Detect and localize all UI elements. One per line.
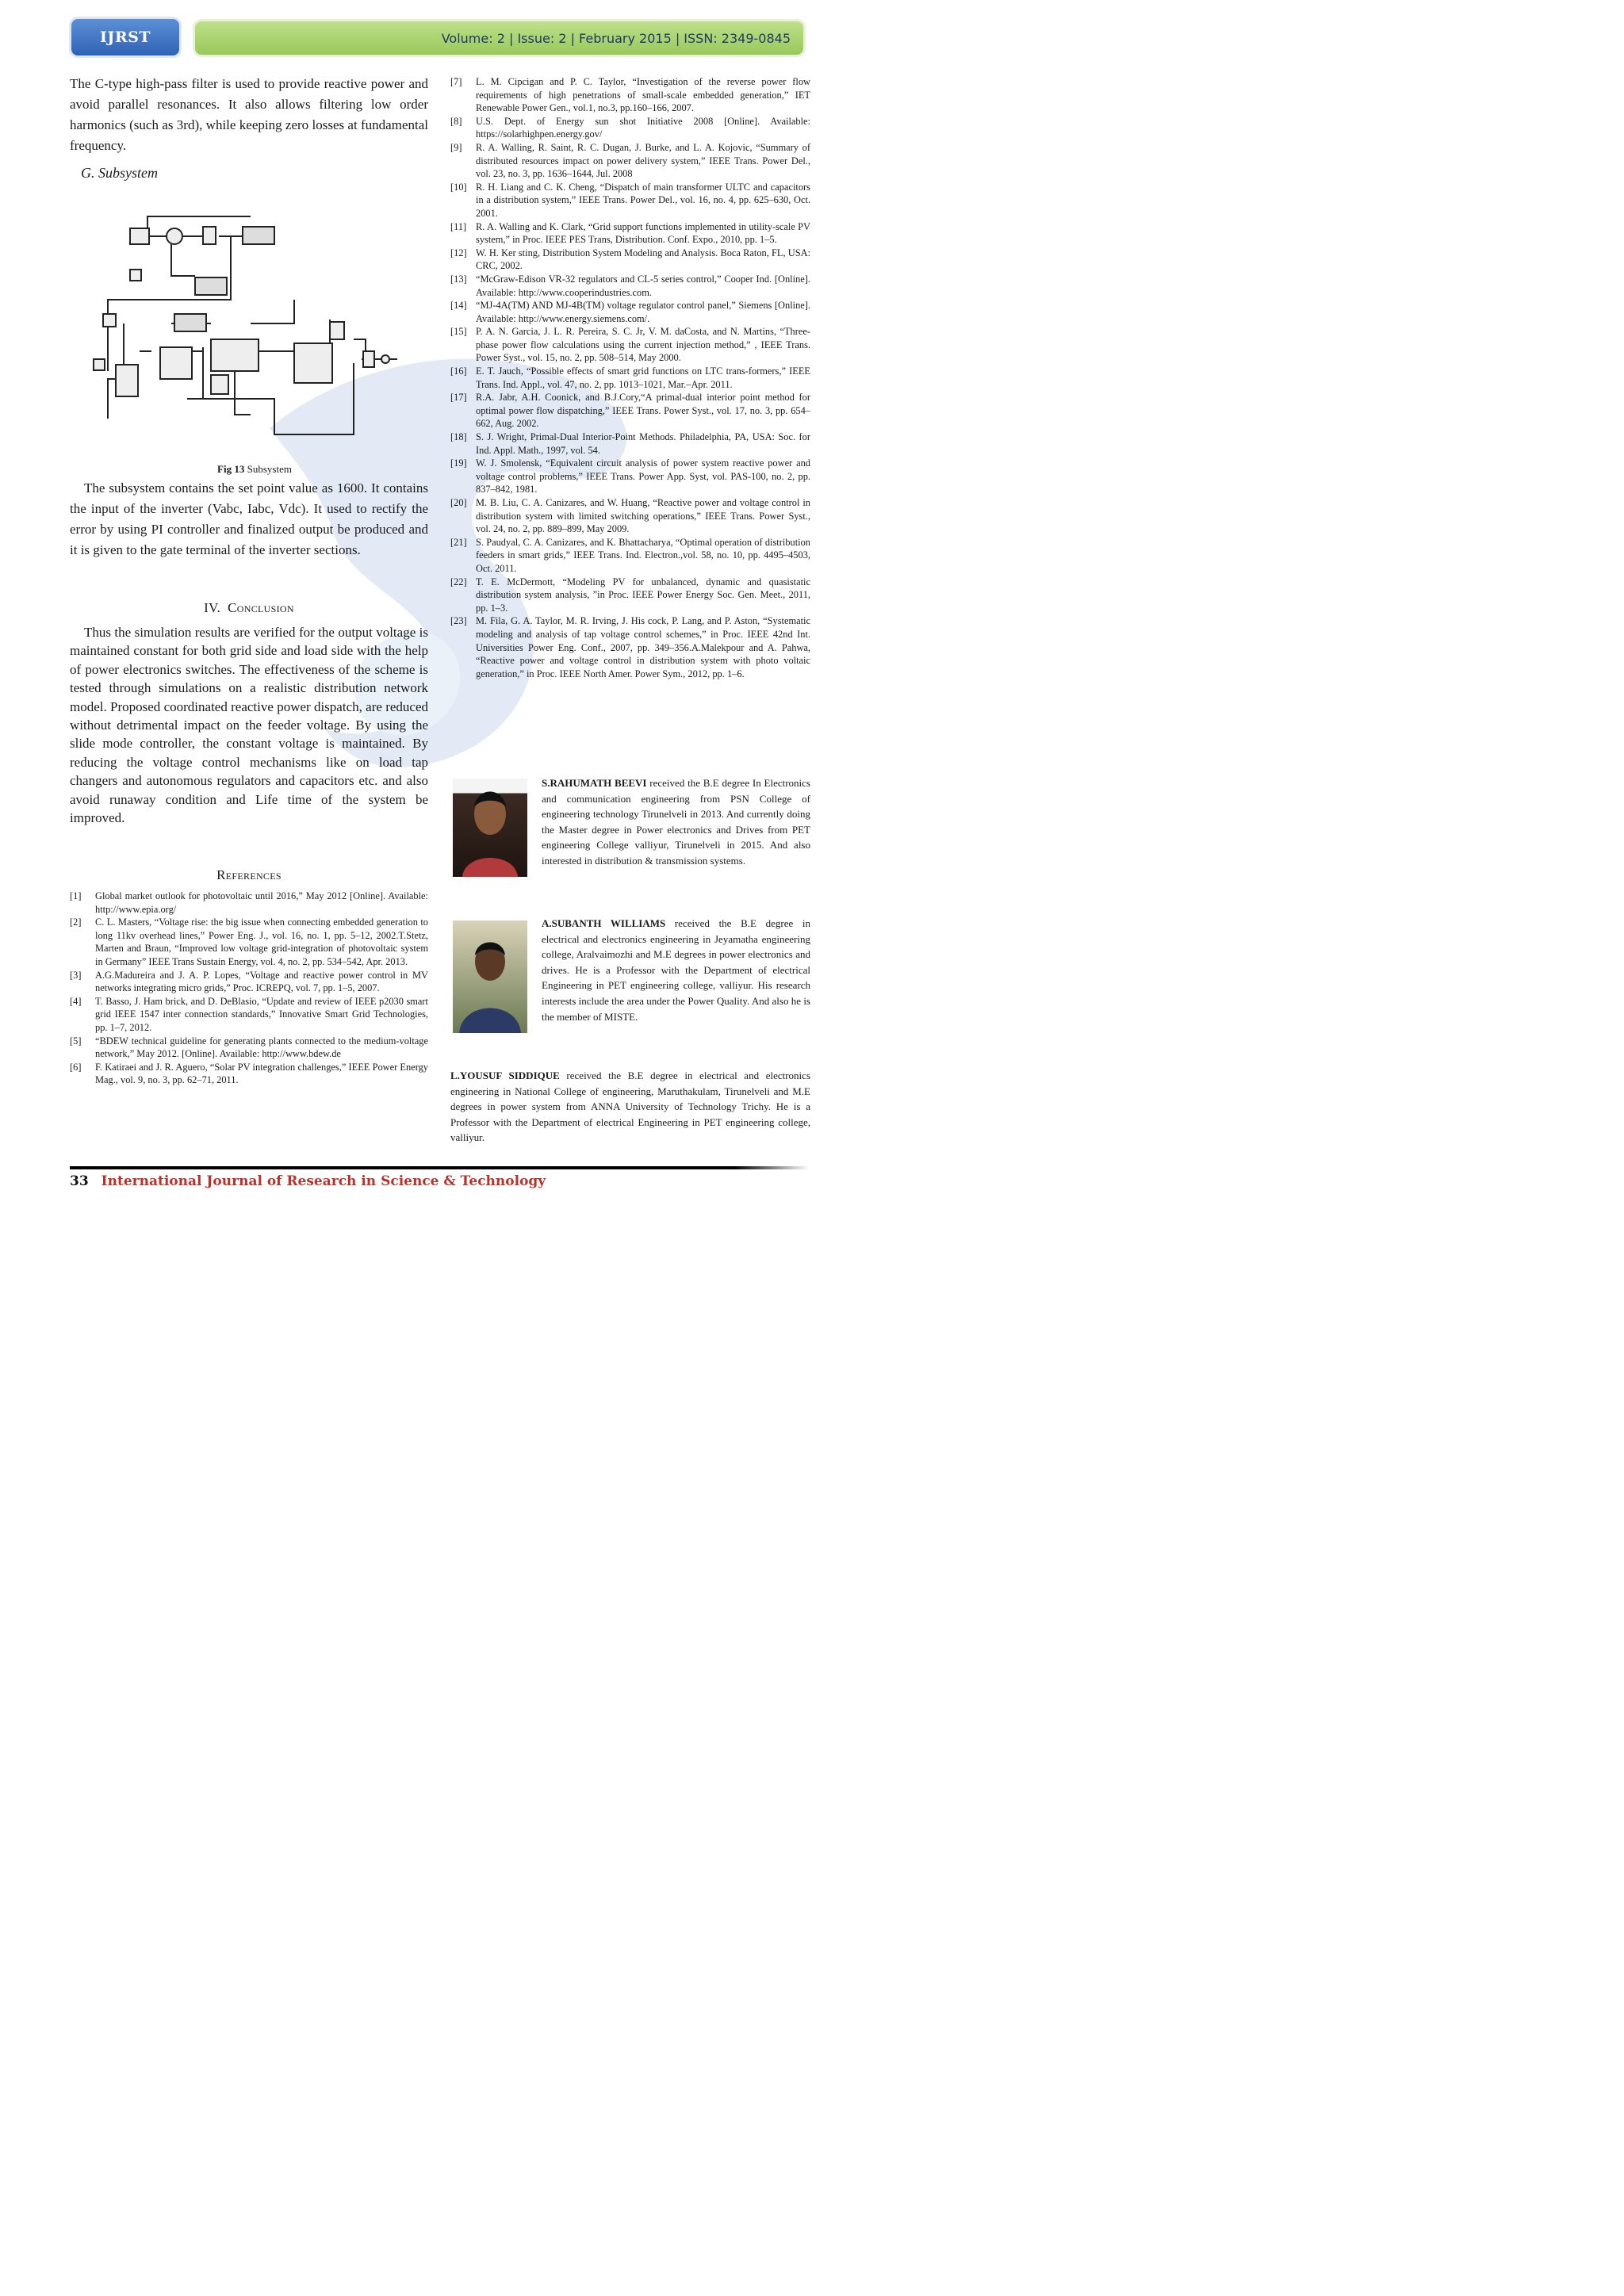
reference-item: [2] C. L. Masters, “Voltage rise: the big issue when connecting embedded generation to long 11kv overhead lines,” Power Eng. J., vol. 16, no. 1, pp. 5–12, 2002.T.Stetz, Marten and Braun, “Improved low voltage grid-integration of photovoltaic system in Germany” IEEE Trans Sustain Energy, vol. 4, no. 2, pp. 534–542, Apr. 2013. [70,916,428,967]
para-subsystem: The subsystem contains the set point value as 1600. It contains the input of the inverter (Vabc, Iabc, Vdc). It used to rectify the error by using PI controller and finalized output be produced and it is given to the gate terminal of the inverter sections. [70,480,428,557]
subsystem-figure [92,212,417,458]
author-bio-1 [542,775,810,869]
reference-item: [5] “BDEW technical guideline for generating plants connected to the medium-voltage network,” May 2012. [Online]. Available: http://www.bdew.de [70,1035,428,1060]
author-name-2: A.SUBANTH WILLIAMS [542,917,666,929]
journal-abbr-badge [71,19,179,55]
reference-item: [1] Global market outlook for photovoltaic until 2016,” May 2012 [Online]. Available: http://www.epia.org/ [70,890,428,915]
para-conclusion: Thus the simulation results are verified for the output voltage is maintained constant for both grid side and load side with the help of power electronics switches. The effectiveness of the scheme is tested through simulations on a realistic distribution network model. Proposed coordinated reactive power dispatch, are reduced without detrimental impact on the feeder voltage. By using the slide mode controller, the constant voltage is maintained. By reducing the voltage control mechanisms like on load tap changers and autonomous regulators and capacitors etc. and also avoid runaway condition and Life time of the system be improved. [70,625,428,826]
para-filter: The C-type high-pass filter is used to provide reactive power and avoid parallel resonances. It also allows filtering low order harmonics (such as 3rd), while keeping zero losses at fundamental frequency. [70,76,428,153]
references-heading: References [216,867,282,882]
reference-item: [8] U.S. Dept. of Energy sun shot Initiative 2008 [Online]. Available: https://solarhighpen.energy.gov/ [450,115,810,140]
reference-item: [11] R. A. Walling and K. Clark, “Grid support functions implemented in utility-scale PV system,” in Proc. IEEE PES Trans, Distribution. Conf. Expo., 2010, pp. 1–5. [450,220,810,246]
reference-item: [7] L. M. Cipcigan and P. C. Taylor, “Investigation of the reverse power flow requirements of high penetrations of small-scale embedded generation,” IET Renewable Power Gen., vol.1, no.3, pp.160–166, 2007. [450,76,810,114]
reference-list-right [450,75,810,680]
footer [70,1173,546,1189]
figure-label: Fig 13 [217,463,245,475]
issue-info: Volume: 2 | Issue: 2 | February 2015 | ISSN: 2349-0845 [441,30,791,46]
reference-item: [23] M. Fila, G. A. Taylor, M. R. Irving, J. His cock, P. Lang, and P. Aston, “Systematic modeling and analysis of tap voltage control schemes,” in Proc. IEEE 42nd Int. Universities Power Eng. Conf., 2007, pp. 349–356.A.Malekpour and A. Pahwa, “Reactive power and voltage control in distribution system with photo voltaic generation,” in Proc. IEEE North Amer. Power Sym., 2012, pp. 1–6. [450,615,810,679]
subsection-heading: G. Subsystem [81,165,158,181]
author-bio-3 [450,1068,810,1146]
section-title: Conclusion [228,600,294,615]
author-photo-1 [453,779,527,877]
reference-item: [21] S. Paudyal, C. A. Canizares, and K. Bhattacharya, “Optimal operation of distribution feeders in smart grids,” IEEE Trans. Ind. Electron.,vol. 58, no. 10, pp. 4495–4503, Oct. 2011. [450,536,810,574]
journal-abbr: IJRST [99,29,151,46]
page-number: 33 [70,1173,89,1189]
author-bio-text-1: received the B.E degree In Electronics and communication engineering from PSN College of engineering technology Tirunelveli in 2013. And currently doing the Master degree in Power electronics and Drives from PET engineering College valliyur, Tirunelveli in 2015. And also interested in distribution & transmission systems. [542,777,810,867]
reference-item: [17] R.A. Jabr, A.H. Coonick, and B.J.Cory,“A primal-dual interior point method for optimal power flow dispatching,” IEEE Trans. Power Syst., vol. 17, no. 3, pp. 654–662, Aug. 2002. [450,392,810,430]
reference-item: [6] F. Katiraei and J. R. Aguero, “Solar PV integration challenges,” IEEE Power Energy Mag., vol. 9, no. 3, pp. 62–71, 2011. [70,1061,428,1086]
reference-list-left [70,890,428,1087]
issue-info-banner [195,21,803,55]
reference-item: [16] E. T. Jauch, “Possible effects of smart grid functions on LTC trans-formers,” IEEE Trans. Ind. Appl., vol. 47, no. 2, pp. 1013–1021, Mar.–Apr. 2011. [450,365,810,390]
reference-item: [18] S. J. Wright, Primal-Dual Interior-Point Methods. Philadelphia, PA, USA: Soc. for Ind. Appl. Math., 1997, vol. 54. [450,431,810,456]
reference-item: [4] T. Basso, J. Ham brick, and D. DeBlasio, “Update and review of IEEE p2030 smart grid IEEE 1547 inter connection standards,” Innovative Smart Grid Technologies, pp. 1–7, 2012. [70,995,428,1033]
reference-item: [3] A.G.Madureira and J. A. P. Lopes, “Voltage and reactive power control in MV networks integrating micro grids,” Proc. ICREPQ, vol. 7, pp. 1–5, 2007. [70,969,428,994]
author-photo-2 [453,920,527,1033]
reference-item: [14] “MJ-4A(TM) AND MJ-4B(TM) voltage regulator control panel,” Siemens [Online]. Available: http://www.energy.siemens.com/. [450,300,810,324]
author-name-1: S.RAHUMATH BEEVI [542,777,647,789]
reference-item: [22] T. E. McDermott, “Modeling PV for unbalanced, dynamic and quasistatic distribution system analysis, ”in Proc. IEEE Power Energy Soc. Gen. Meet., 2011, pp. 1–3. [450,576,810,614]
reference-item: [15] P. A. N. Garcia, J. L. R. Pereira, S. C. Jr, V. M. daCosta, and N. Martins, “Three-phase power flow calculations using the current injection method,” , IEEE Trans. Power Syst., vol. 15, no. 2, pp. 508–514, May 2000. [450,326,810,364]
section-heading-conclusion [70,600,428,616]
author-name-3: L.YOUSUF SIDDIQUE [450,1070,560,1081]
footer-divider [70,1166,809,1169]
section-number: IV. [204,600,221,615]
footer-journal-name: International Journal of Research in Science & Technology [101,1173,546,1189]
reference-item: [10] R. H. Liang and C. K. Cheng, “Dispatch of main transformer ULTC and capacitors in a distribution system,” IEEE Trans. Power Del., vol. 16, no. 4, pp. 625–630, Oct. 2001. [450,181,810,219]
author-bio-text-2: received the B.E degree in electrical and electronics engineering in Jeyamatha engineering college, Aralvaimozhi and M.E degrees in power electronics and drives. He is a Professor with the Department of electrical Engineering in PET engineering college, valliyur. His research interests include the area under the Power Quality. And also he is the member of MISTE. [542,917,810,1023]
reference-item: [9] R. A. Walling, R. Saint, R. C. Dugan, J. Burke, and L. A. Kojovic, “Summary of distributed resources impact on power delivery system,” IEEE Trans. Power Del., vol. 23, no. 3, pp. 1636–1644, Jul. 2008 [450,141,810,180]
reference-item: [20] M. B. Liu, C. A. Canizares, and W. Huang, “Reactive power and voltage control in distribution system with limited switching operations,” IEEE Trans. Power Syst., vol. 24, no. 2, pp. 889–899, May 2009. [450,497,810,535]
figure-caption [92,463,417,476]
figure-title: Subsystem [244,463,292,475]
reference-item: [19] W. J. Smolensk, “Equivalent circuit analysis of power system reactive power and voltage control problems,” IEEE Trans. Power App. Syst, vol. PAS-100, no. 2, pp. 837–842, 1981. [450,457,810,496]
author-bio-2 [542,916,810,1024]
reference-item: [12] W. H. Ker sting, Distribution System Modeling and Analysis. Boca Raton, FL, USA: CRC, 2002. [450,247,810,272]
reference-item: [13] “McGraw-Edison VR-32 regulators and CL-5 series control,” Cooper Ind. [Online]. Available: http://www.cooperindustries.com. [450,273,810,298]
author-bio-text-3: received the B.E degree in electrical and electronics engineering in National College of engineering, Maruthakulam, Tirunelveli and M.E degrees in power system from ANNA University of Technology Trichy. He is a Professor with the Department of electrical Engineering in PET engineering college, valliyur. [450,1070,811,1144]
